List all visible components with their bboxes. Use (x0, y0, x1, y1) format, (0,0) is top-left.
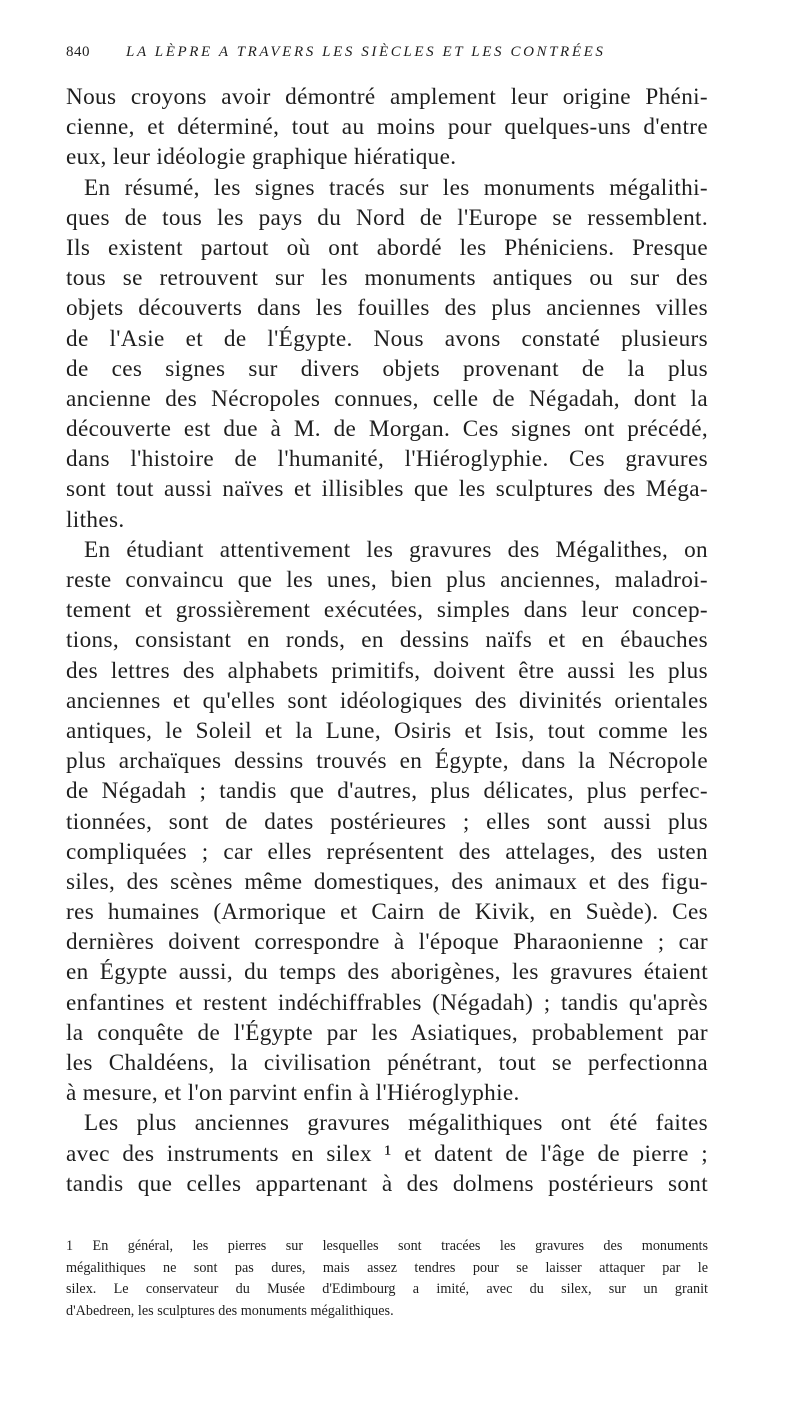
text-line: dernières doivent correspondre à l'époque Pharaonienne ; car (66, 929, 708, 956)
text-line: Ils existent partout où ont abordé les Phéniciens. Presque (66, 234, 708, 261)
text-line: de Négadah ; tandis que d'autres, plus délicates, plus perfec- (66, 778, 708, 805)
text-line: anciennes et qu'elles sont idéologiques des divinités orientales (66, 687, 708, 714)
text-line: En étudiant attentivement les gravures des Mégalithes, on (84, 536, 708, 563)
text-line: avec des instruments en silex ¹ et datent de l'âge de pierre ; (66, 1140, 708, 1167)
text-line: Les plus anciennes gravures mégalithiques ont été faites (84, 1110, 708, 1137)
text-line: ancienne des Nécropoles connues, celle de Négadah, dont la (66, 385, 708, 412)
footnote-line: 1 En général, les pierres sur lesquelles sont tracées les gravures des monuments (66, 1238, 708, 1254)
text-line: découverte est due à M. de Morgan. Ces signes ont précédé, (66, 416, 708, 443)
text-line: de l'Asie et de l'Égypte. Nous avons constaté plusieurs (66, 325, 708, 352)
running-header (66, 44, 708, 70)
text-line: enfantines et restent indéchiffrables (Négadah) ; tandis qu'après (66, 989, 708, 1016)
text-line: tement et grossièrement exécutées, simples dans leur concep- (66, 597, 708, 624)
text-line: des lettres des alphabets primitifs, doivent être aussi les plus (66, 657, 708, 684)
text-line: reste convaincu que les unes, bien plus anciennes, maladroi- (66, 567, 708, 593)
text-line: siles, des scènes même domestiques, des animaux et des figu- (66, 868, 708, 895)
main-text (66, 82, 708, 1199)
text-line: Nous croyons avoir démontré amplement leur origine Phéni- (66, 84, 708, 110)
text-line: la conquête de l'Égypte par les Asiatiques, probablement par (66, 1019, 708, 1046)
text-line: à mesure, et l'on parvint enfin à l'Hiéroglyphie. (66, 1080, 520, 1107)
text-line: res humaines (Armorique et Cairn de Kivik, en Suède). Ces (66, 899, 708, 926)
text-line: sont tout aussi naïves et illisibles que les sculptures des Méga- (66, 476, 708, 503)
page-number: 840 (66, 44, 90, 60)
text-line: tionnées, sont de dates postérieures ; elles sont aussi plus (66, 808, 708, 835)
footnote-line: d'Abedreen, les sculptures des monuments mégalithiques. (66, 1302, 394, 1319)
text-line: dans l'histoire de l'humanité, l'Hiéroglyphie. Ces gravures (66, 446, 708, 473)
text-line: objets découverts dans les fouilles des plus anciennes villes (66, 295, 708, 322)
text-line: cienne, et déterminé, tout au moins pour quelques-uns d'entre (66, 114, 708, 141)
footnote-line: silex. Le conservateur du Musée d'Edimbourg a imité, avec du silex, sur un granit (66, 1281, 708, 1297)
text-line: de ces signes sur divers objets provenant de la plus (66, 355, 708, 382)
text-line: tous se retrouvent sur les monuments antiques ou sur des (66, 265, 708, 292)
footnote (66, 1236, 708, 1322)
text-line: ques de tous les pays du Nord de l'Europe se ressemblent. (66, 204, 708, 231)
text-line: eux, leur idéologie graphique hiératique. (66, 144, 457, 171)
text-line: en Égypte aussi, du temps des aborigènes, les gravures étaient (66, 959, 708, 986)
footnote-line: mégalithiques ne sont pas dures, mais assez tendres pour se laisser attaquer par le (66, 1259, 708, 1276)
text-line: tions, consistant en ronds, en dessins naïfs et en ébauches (66, 627, 708, 654)
text-line: En résumé, les signes tracés sur les monuments mégalithi- (84, 174, 708, 201)
text-line: compliquées ; car elles représentent des attelages, des usten (66, 838, 708, 865)
text-line: plus archaïques dessins trouvés en Égypte, dans la Nécropole (66, 748, 708, 775)
running-title: LA LÈPRE A TRAVERS LES SIÈCLES ET LES CONTRÉES (126, 44, 606, 60)
text-line: antiques, le Soleil et la Lune, Osiris et Isis, tout comme les (66, 717, 708, 744)
text-line: les Chaldéens, la civilisation pénétrant, tout se perfectionna (66, 1050, 708, 1076)
text-line: lithes. (66, 506, 125, 533)
text-line: tandis que celles appartenant à des dolmens postérieurs sont (66, 1170, 708, 1197)
